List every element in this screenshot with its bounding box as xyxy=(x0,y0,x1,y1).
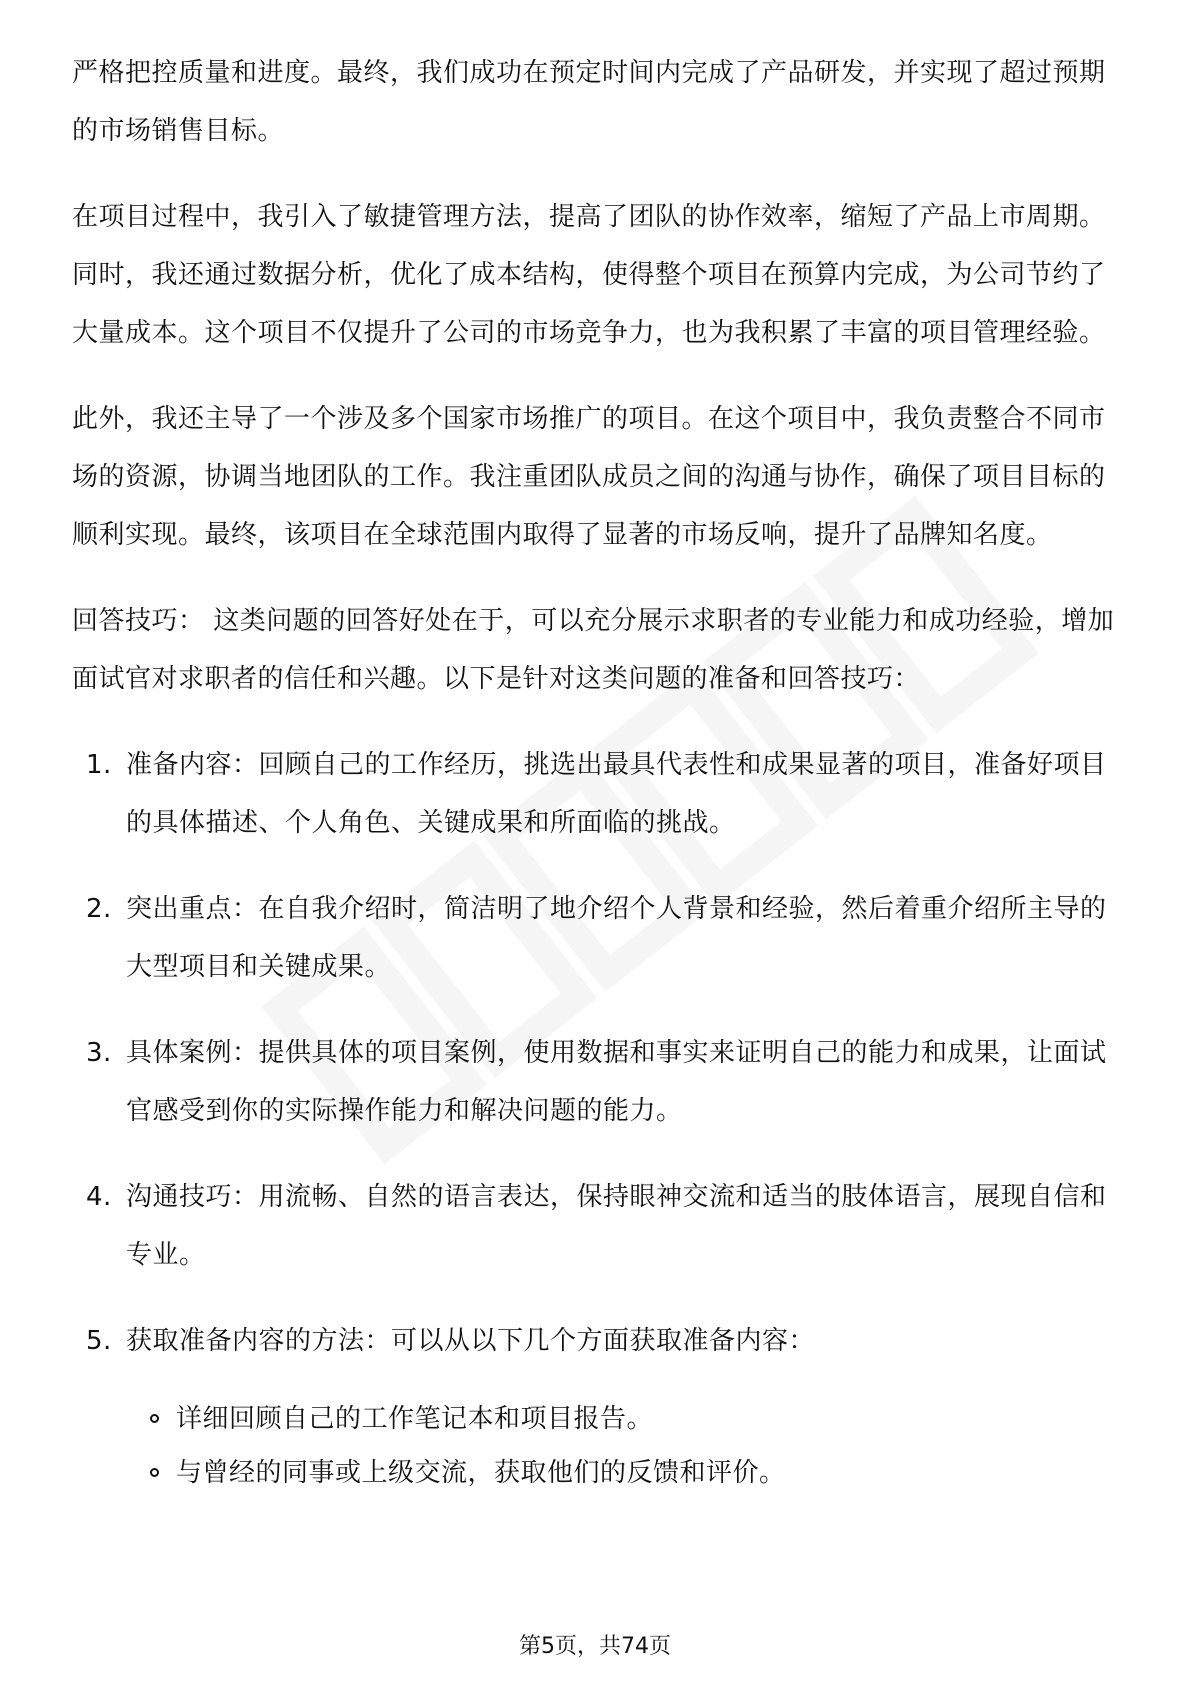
list-item-text: 获取准备内容的方法：可以从以下几个方面获取准备内容： xyxy=(126,1326,816,1356)
list-item xyxy=(72,880,1122,996)
list-item-text: 突出重点：在自我介绍时，简洁明了地介绍个人背景和经验，然后着重介绍所主导的大型项目和关键成果。 xyxy=(126,894,1107,982)
page-footer: 第5页，共74页 xyxy=(519,1634,671,1659)
sub-list xyxy=(72,1392,1122,1500)
list-item-text: 具体案例：提供具体的项目案例，使用数据和事实来证明自己的能力和成果，让面试官感受到你的实际操作能力和解决问题的能力。 xyxy=(126,1038,1107,1126)
tips-list xyxy=(72,736,1122,1370)
list-item xyxy=(72,1024,1122,1140)
document-body xyxy=(72,44,1122,1500)
paragraph-project-result: 严格把控质量和进度。最终，我们成功在预定时间内完成了产品研发，并实现了超过预期的市场销售目标。 xyxy=(72,58,1106,146)
list-item-number: 5. xyxy=(86,1326,112,1356)
list-item-text: 准备内容：回顾自己的工作经历，挑选出最具代表性和成果显著的项目，准备好项目的具体描述、个人角色、关键成果和所面临的挑战。 xyxy=(126,750,1107,838)
sub-list-item xyxy=(72,1392,1122,1446)
sub-list-item-text: 与曾经的同事或上级交流，获取他们的反馈和评价。 xyxy=(176,1458,786,1488)
hollow-bullet-icon xyxy=(150,1468,159,1477)
sub-list-item xyxy=(72,1446,1122,1500)
sub-list-item-text: 详细回顾自己的工作笔记本和项目报告。 xyxy=(176,1404,654,1434)
paragraph-international-project: 此外，我还主导了一个涉及多个国家市场推广的项目。在这个项目中，我负责整合不同市场的资源，协调当地团队的工作。我注重团队成员之间的沟通与协作，确保了项目目标的顺利实现。最终，该项目在全球范围内取得了显著的市场反响，提升了品牌知名度。 xyxy=(72,404,1106,550)
list-item-number: 3. xyxy=(86,1038,112,1068)
list-item xyxy=(72,1312,1122,1370)
paragraph-answer-tips-intro: 回答技巧： 这类问题的回答好处在于，可以充分展示求职者的专业能力和成功经验，增加面试官对求职者的信任和兴趣。以下是针对这类问题的准备和回答技巧： xyxy=(72,606,1115,694)
list-item-text: 沟通技巧：用流畅、自然的语言表达，保持眼神交流和适当的肢体语言，展现自信和专业。 xyxy=(126,1182,1107,1270)
list-item-number: 1. xyxy=(86,750,112,780)
list-item xyxy=(72,736,1122,852)
hollow-bullet-icon xyxy=(150,1414,159,1423)
list-item xyxy=(72,1168,1122,1284)
paragraph-agile-management: 在项目过程中，我引入了敏捷管理方法，提高了团队的协作效率，缩短了产品上市周期。同时，我还通过数据分析，优化了成本结构，使得整个项目在预算内完成，为公司节约了大量成本。这个项目不仅提升了公司的市场竞争力，也为我积累了丰富的项目管理经验。 xyxy=(72,202,1106,348)
list-item-number: 4. xyxy=(86,1182,112,1212)
list-item-number: 2. xyxy=(86,894,112,924)
